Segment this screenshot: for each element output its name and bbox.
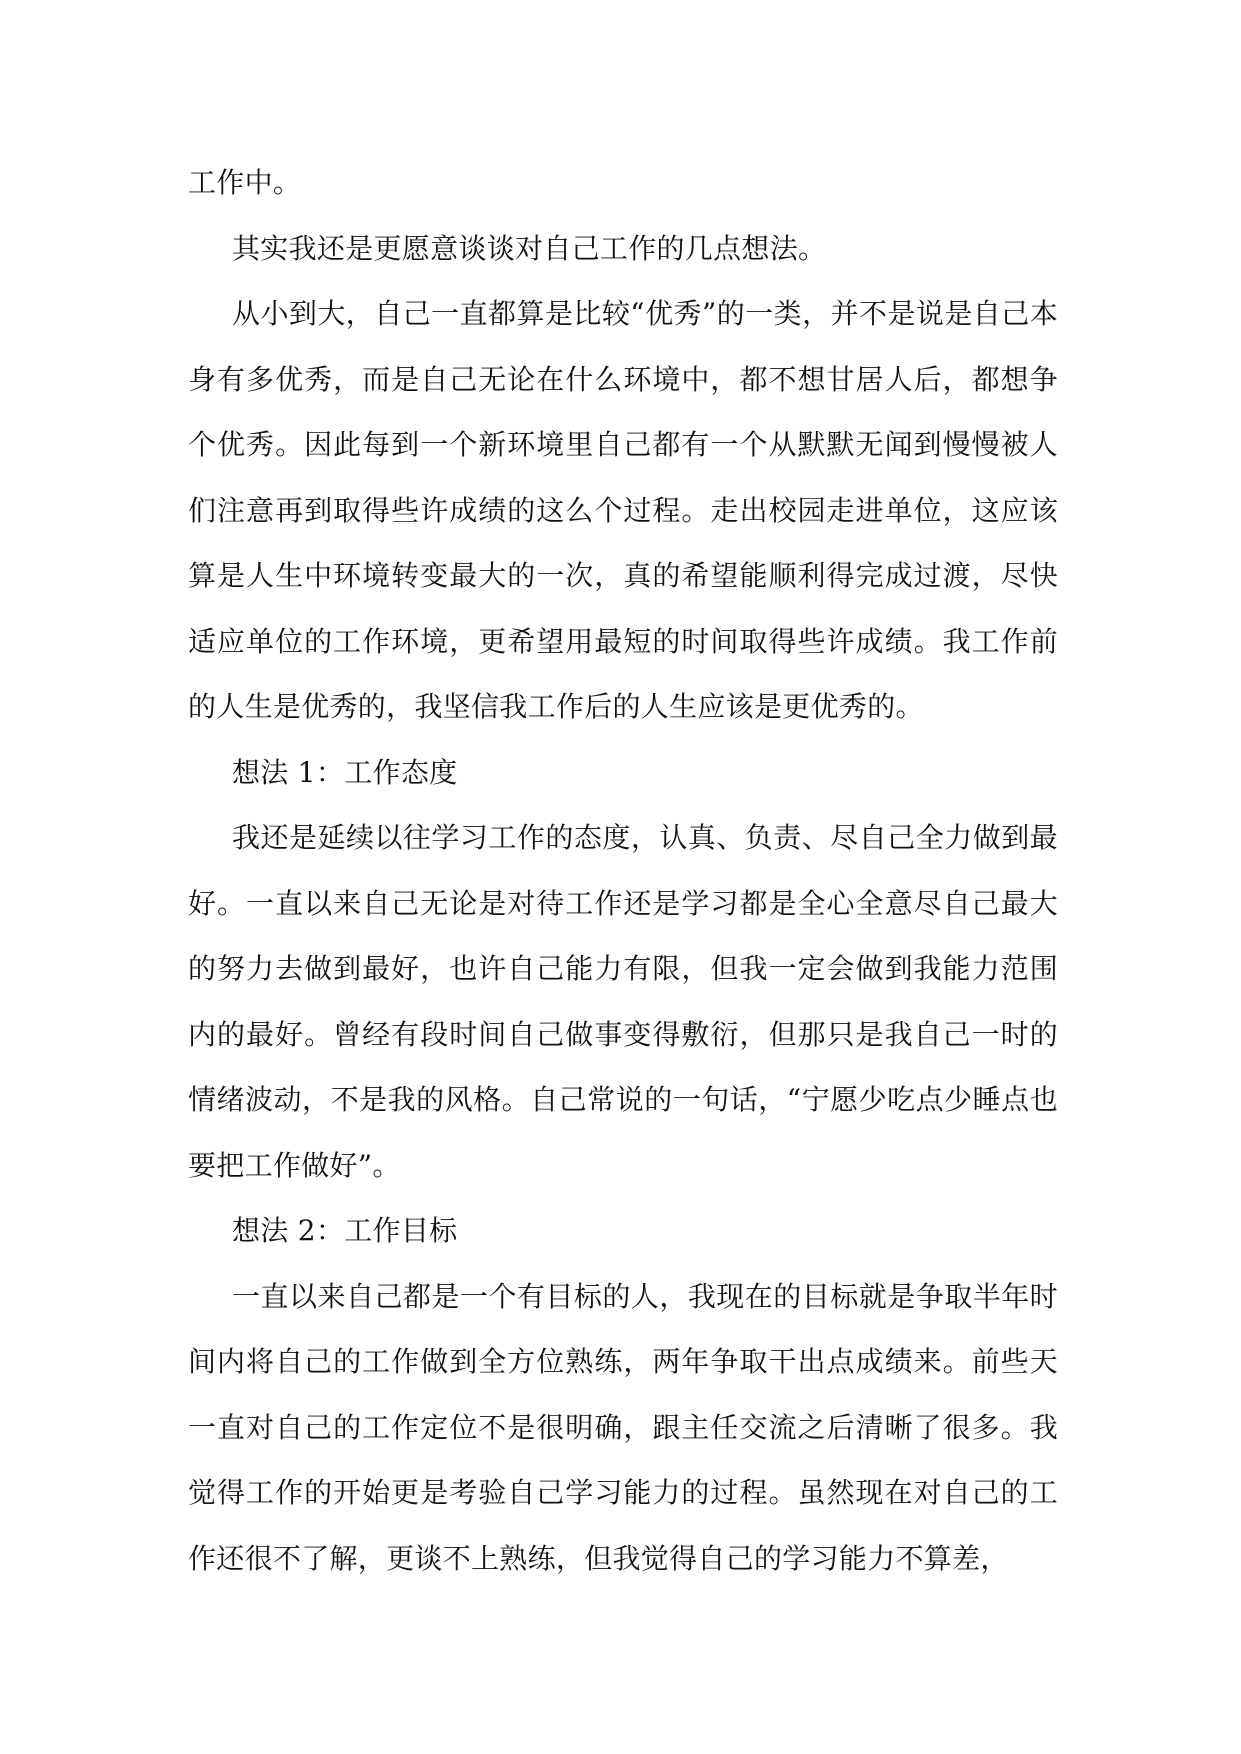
paragraph-background: 从小到大，自己一直都算是比较“优秀”的一类，并不是说是自己本身有多优秀，而是自己无论在什么环境中，都不想甘居人后，都想争个优秀。因此每到一个新环境里自己都有一个从默默无闻到慢慢被人们注意再到取得些许成绩的这么个过程。走出校园走进单位，这应该算是人生中环境转变最大的一次，真的希望能顺利得完成过渡，尽快适应单位的工作环境，更希望用最短的时间取得些许成绩。我工作前的人生是优秀的，我坚信我工作后的人生应该是更优秀的。 [188, 297, 1058, 723]
paragraph-intro: 其实我还是更愿意谈谈对自己工作的几点想法。 [232, 231, 827, 265]
heading-idea-1: 想法 1：工作态度 [232, 755, 458, 789]
paragraph-continuation: 工作中。 [188, 166, 302, 199]
paragraph-idea-1: 我还是延续以往学习工作的态度，认真、负责、尽自己全力做到最好。一直以来自己无论是对待工作还是学习都是全心全意尽自己最大的努力去做到最好，也许自己能力有限，但我一定会做到我能力范围内的最好。曾经有段时间自己做事变得敷衍，但那只是我自己一时的情绪波动，不是我的风格。自己常说的一句话，“宁愿少吃点少睡点也要把工作做好”。 [188, 821, 1058, 1182]
paragraph-idea-2: 一直以来自己都是一个有目标的人，我现在的目标就是争取半年时间内将自己的工作做到全方位熟练，两年争取干出点成绩来。前些天一直对自己的工作定位不是很明确，跟主任交流之后清晰了很多。我觉得工作的开始更是考验自己学习能力的过程。虽然现在对自己的工作还很不了解，更谈不上熟练，但我觉得自己的学习能力不算差， [188, 1279, 1058, 1575]
heading-idea-2: 想法 2：工作目标 [232, 1214, 458, 1247]
document-body [188, 150, 1058, 1591]
